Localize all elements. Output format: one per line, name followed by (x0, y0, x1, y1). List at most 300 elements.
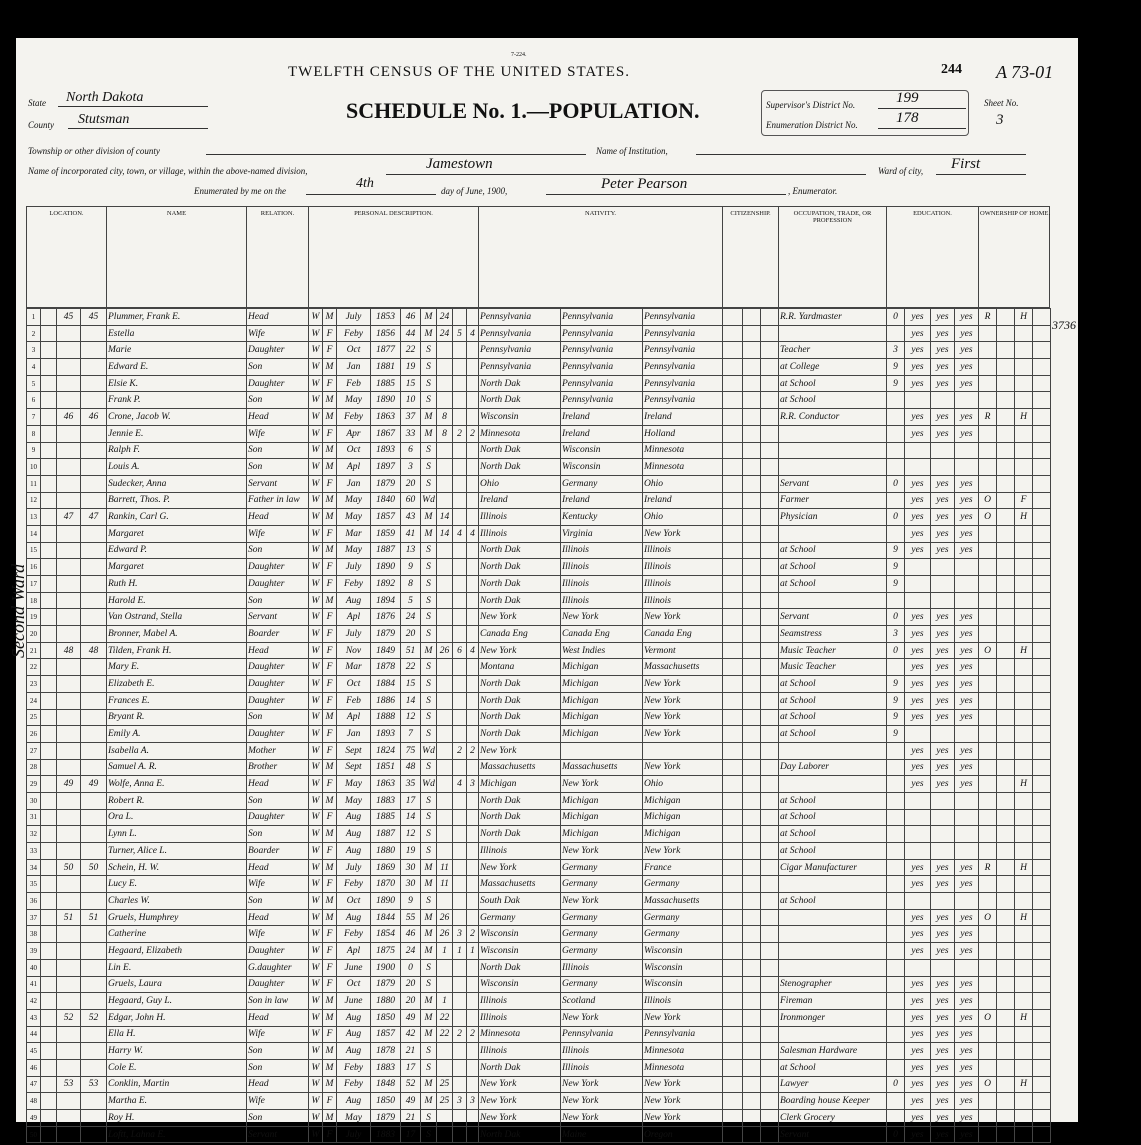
cell-ch (453, 659, 467, 676)
cell-yrs (437, 492, 453, 509)
cell-empty (997, 309, 1015, 326)
cell-empty (997, 676, 1015, 693)
cell-empty (997, 409, 1015, 426)
cell-empty (997, 843, 1015, 860)
cell-mon: Mar (337, 525, 371, 542)
cell-ch2 (467, 1076, 479, 1093)
cell-rel: Son (247, 1043, 309, 1060)
cell-n: 33 (27, 843, 41, 860)
cell-sex: F (323, 692, 337, 709)
cell-dw (57, 676, 81, 693)
cell-mon: Jan (337, 475, 371, 492)
table-row (27, 542, 1051, 559)
cell-fh (1015, 325, 1033, 342)
cell-w (931, 392, 955, 409)
cell-r: yes (905, 976, 931, 993)
cell-occ: at School (779, 542, 887, 559)
cell-edu (887, 1059, 905, 1076)
cell-dw: 53 (57, 1076, 81, 1093)
header-education: EDUCATION. (887, 207, 979, 307)
cell-mar: S (421, 375, 437, 392)
cell-empty (41, 475, 57, 492)
cell-n: 12 (27, 492, 41, 509)
cell-fam (81, 876, 107, 893)
cell-fam (81, 459, 107, 476)
cell-empty (723, 1126, 743, 1143)
cell-col: W (309, 1043, 323, 1060)
cell-empty (743, 1093, 761, 1110)
cell-e: yes (955, 1009, 979, 1026)
cell-yrs (437, 659, 453, 676)
cell-r: yes (905, 943, 931, 960)
cell-col: W (309, 359, 323, 376)
cell-empty (41, 425, 57, 442)
cell-yr: 1890 (371, 559, 401, 576)
cell-dw (57, 1043, 81, 1060)
cell-r: yes (905, 1076, 931, 1093)
cell-e: yes (955, 876, 979, 893)
cell-rel: Son (247, 442, 309, 459)
cell-yrs (437, 826, 453, 843)
cell-bpf: Pennsylvania (561, 342, 643, 359)
cell-dw (57, 425, 81, 442)
cell-fam (81, 759, 107, 776)
cell-bpm: Pennsylvania (643, 392, 723, 409)
cell-col: W (309, 659, 323, 676)
cell-ch: 6 (453, 642, 467, 659)
cell-empty (41, 576, 57, 593)
cell-sex: F (323, 525, 337, 542)
cell-e: yes (955, 1026, 979, 1043)
cell-ch (453, 375, 467, 392)
cell-edu (887, 843, 905, 860)
cell-w: yes (931, 492, 955, 509)
cell-name: Wolfe, Anna E. (107, 776, 247, 793)
cell-bpm: Wisconsin (643, 943, 723, 960)
cell-w: yes (931, 859, 955, 876)
cell-edu (887, 859, 905, 876)
cell-mar: Wd (421, 742, 437, 759)
cell-empty (723, 1026, 743, 1043)
cell-bpm: Massachusetts (643, 659, 723, 676)
cell-own (979, 1110, 997, 1127)
cell-occ: Servant (779, 1126, 887, 1143)
cell-bpf: New York (561, 609, 643, 626)
cell-own (979, 626, 997, 643)
cell-yrs (437, 776, 453, 793)
cell-rel: Daughter (247, 676, 309, 693)
cell-mar: M (421, 309, 437, 326)
cell-dw (57, 959, 81, 976)
cell-dw (57, 626, 81, 643)
cell-empty (761, 409, 779, 426)
cell-edu (887, 976, 905, 993)
cell-empty (761, 442, 779, 459)
cell-own (979, 993, 997, 1010)
cell-w: yes (931, 1009, 955, 1026)
cell-empty (761, 1009, 779, 1026)
cell-r (905, 592, 931, 609)
cell-empty (1033, 826, 1051, 843)
cell-empty (723, 676, 743, 693)
cell-sex: M (323, 1076, 337, 1093)
cell-yr: 1879 (371, 1110, 401, 1127)
cell-empty (997, 626, 1015, 643)
cell-e (955, 459, 979, 476)
cell-e (955, 792, 979, 809)
cell-yr: 1893 (371, 442, 401, 459)
cell-empty (743, 642, 761, 659)
cell-empty (41, 509, 57, 526)
cell-sex: M (323, 392, 337, 409)
cell-mar: S (421, 459, 437, 476)
cell-yr: 1878 (371, 659, 401, 676)
table-row (27, 409, 1051, 426)
cell-yrs (437, 375, 453, 392)
cell-n: 21 (27, 642, 41, 659)
cell-bp: Pennsylvania (479, 359, 561, 376)
state-value: North Dakota (66, 90, 144, 105)
cell-empty (761, 392, 779, 409)
cell-dw (57, 1126, 81, 1143)
cell-ch (453, 843, 467, 860)
cell-dw (57, 709, 81, 726)
cell-ch2 (467, 626, 479, 643)
cell-edu (887, 926, 905, 943)
cell-rel: Head (247, 909, 309, 926)
cell-mar: M (421, 525, 437, 542)
cell-yrs (437, 459, 453, 476)
cell-occ (779, 425, 887, 442)
cell-empty (997, 659, 1015, 676)
cell-age: 30 (401, 876, 421, 893)
cell-mon: May (337, 492, 371, 509)
cell-fh: H (1015, 1009, 1033, 1026)
cell-fh (1015, 792, 1033, 809)
cell-w: yes (931, 325, 955, 342)
cell-ch (453, 442, 467, 459)
cell-empty (743, 325, 761, 342)
cell-name: Tilden, Frank H. (107, 642, 247, 659)
cell-sex: F (323, 475, 337, 492)
table-row (27, 1126, 1051, 1143)
cell-edu: 9 (887, 709, 905, 726)
cell-fh (1015, 475, 1033, 492)
cell-ch2 (467, 609, 479, 626)
cell-yrs (437, 692, 453, 709)
cell-name: Turner, Alice L. (107, 843, 247, 860)
cell-empty (743, 909, 761, 926)
cell-sex: M (323, 792, 337, 809)
cell-n: 26 (27, 726, 41, 743)
cell-r: yes (905, 1043, 931, 1060)
cell-occ (779, 776, 887, 793)
cell-yrs (437, 709, 453, 726)
cell-empty (997, 976, 1015, 993)
cell-dw (57, 375, 81, 392)
cell-yrs: 14 (437, 525, 453, 542)
cell-mar: M (421, 325, 437, 342)
cell-name: Ruth H. (107, 576, 247, 593)
cell-edu (887, 442, 905, 459)
cell-n: 19 (27, 609, 41, 626)
cell-fam (81, 993, 107, 1010)
population-table (26, 308, 1051, 1143)
cell-fam (81, 542, 107, 559)
cell-mon: Jan (337, 359, 371, 376)
cell-sex: M (323, 542, 337, 559)
cell-bpm: New York (643, 692, 723, 709)
cell-bp: Germany (479, 909, 561, 926)
cell-empty (997, 692, 1015, 709)
cell-col: W (309, 692, 323, 709)
cell-bp: Illinois (479, 525, 561, 542)
cell-ch2: 3 (467, 776, 479, 793)
cell-col: W (309, 859, 323, 876)
cell-w (931, 559, 955, 576)
cell-fh: H (1015, 909, 1033, 926)
cell-own (979, 926, 997, 943)
cell-rel: Son (247, 826, 309, 843)
cell-bp: Illinois (479, 509, 561, 526)
cell-fh: H (1015, 409, 1033, 426)
cell-fh (1015, 359, 1033, 376)
cell-sex: F (323, 926, 337, 943)
cell-edu (887, 759, 905, 776)
cell-age: 19 (401, 359, 421, 376)
cell-col: W (309, 542, 323, 559)
cell-ch (453, 893, 467, 910)
cell-mon: Feby (337, 1059, 371, 1076)
cell-age: 20 (401, 993, 421, 1010)
cell-r (905, 459, 931, 476)
cell-yr: 1853 (371, 309, 401, 326)
cell-name: Martha E. (107, 1093, 247, 1110)
cell-n: 15 (27, 542, 41, 559)
cell-empty (997, 943, 1015, 960)
cell-edu: 9 (887, 559, 905, 576)
cell-w: yes (931, 475, 955, 492)
cell-age: 14 (401, 809, 421, 826)
cell-age: 13 (401, 542, 421, 559)
cell-age: 14 (401, 692, 421, 709)
cell-r: yes (905, 1093, 931, 1110)
supervisor-value: 199 (896, 90, 919, 106)
cell-empty (997, 325, 1015, 342)
cell-w (931, 592, 955, 609)
cell-rel: Son (247, 392, 309, 409)
cell-bpf: New York (561, 1110, 643, 1127)
cell-bp: North Dak (479, 959, 561, 976)
cell-e: yes (955, 509, 979, 526)
cell-fam (81, 1059, 107, 1076)
table-row (27, 442, 1051, 459)
cell-ch (453, 876, 467, 893)
cell-edu (887, 943, 905, 960)
cell-dw (57, 893, 81, 910)
cell-fh (1015, 809, 1033, 826)
cell-fam (81, 742, 107, 759)
cell-ch2 (467, 876, 479, 893)
cell-occ: Fireman (779, 993, 887, 1010)
cell-bpm: New York (643, 1009, 723, 1026)
cell-w: yes (931, 425, 955, 442)
cell-empty (761, 859, 779, 876)
cell-occ (779, 926, 887, 943)
table-row (27, 959, 1051, 976)
cell-empty (761, 626, 779, 643)
cell-bpf: New York (561, 843, 643, 860)
cell-mon: May (337, 392, 371, 409)
cell-w: yes (931, 776, 955, 793)
cell-empty (723, 726, 743, 743)
cell-dw (57, 492, 81, 509)
cell-mar: S (421, 692, 437, 709)
cell-fam (81, 1026, 107, 1043)
cell-ch2 (467, 342, 479, 359)
cell-empty (41, 826, 57, 843)
cell-empty (1033, 542, 1051, 559)
cell-sex: F (323, 642, 337, 659)
cell-empty (723, 1093, 743, 1110)
cell-yrs (437, 626, 453, 643)
cell-fam (81, 342, 107, 359)
cell-fh (1015, 1110, 1033, 1127)
cell-empty (723, 792, 743, 809)
cell-dw: 45 (57, 309, 81, 326)
cell-sex: M (323, 459, 337, 476)
cell-w: yes (931, 309, 955, 326)
cell-mar: M (421, 1009, 437, 1026)
cell-rel: Son (247, 359, 309, 376)
cell-edu (887, 1093, 905, 1110)
cell-age: 10 (401, 392, 421, 409)
cell-col: W (309, 592, 323, 609)
cell-col: W (309, 375, 323, 392)
cell-empty (41, 709, 57, 726)
cell-rel: Wife (247, 325, 309, 342)
cell-sex: F (323, 1026, 337, 1043)
cell-empty (1033, 843, 1051, 860)
cell-mon: June (337, 993, 371, 1010)
cell-bpm: New York (643, 676, 723, 693)
cell-name: Hegaard, Elizabeth (107, 943, 247, 960)
cell-empty (761, 325, 779, 342)
table-row (27, 592, 1051, 609)
cell-bpf: Virginia (561, 525, 643, 542)
cell-mon: Apl (337, 609, 371, 626)
table-row (27, 826, 1051, 843)
cell-rel: Head (247, 1009, 309, 1026)
cell-dw (57, 1026, 81, 1043)
cell-bp: North Dak (479, 459, 561, 476)
table-row (27, 742, 1051, 759)
cell-w: yes (931, 542, 955, 559)
cell-mon: June (337, 959, 371, 976)
cell-bpm: New York (643, 609, 723, 626)
cell-age: 22 (401, 659, 421, 676)
cell-yr: 1880 (371, 843, 401, 860)
cell-empty (41, 809, 57, 826)
cell-name: Gruels, Laura (107, 976, 247, 993)
cell-empty (743, 943, 761, 960)
cell-yr: 1892 (371, 576, 401, 593)
cell-age: 9 (401, 559, 421, 576)
cell-yrs: 11 (437, 859, 453, 876)
cell-own (979, 559, 997, 576)
cell-rel: Daughter (247, 809, 309, 826)
header-location: LOCATION. (27, 207, 107, 307)
cell-e (955, 559, 979, 576)
cell-own (979, 709, 997, 726)
cell-name: Catherine (107, 926, 247, 943)
cell-dw (57, 442, 81, 459)
enumerated-prefix: Enumerated by me on the (194, 186, 286, 196)
cell-empty (723, 409, 743, 426)
cell-empty (997, 709, 1015, 726)
cell-age: 41 (401, 525, 421, 542)
cell-age: 7 (401, 726, 421, 743)
cell-own (979, 976, 997, 993)
cell-fh (1015, 626, 1033, 643)
cell-yr: 1844 (371, 909, 401, 926)
cell-mon: Oct (337, 893, 371, 910)
cell-empty (997, 509, 1015, 526)
cell-yr: 1894 (371, 592, 401, 609)
cell-e (955, 809, 979, 826)
cell-fam (81, 492, 107, 509)
cell-mar: S (421, 959, 437, 976)
cell-own (979, 959, 997, 976)
cell-empty (997, 425, 1015, 442)
cell-mar: M (421, 1026, 437, 1043)
cell-r: yes (905, 425, 931, 442)
census-title: TWELFTH CENSUS OF THE UNITED STATES. (288, 64, 631, 80)
cell-empty (743, 475, 761, 492)
table-row (27, 309, 1051, 326)
cell-rel: Boarder (247, 626, 309, 643)
cell-col: W (309, 742, 323, 759)
cell-r (905, 809, 931, 826)
cell-empty (41, 492, 57, 509)
table-row (27, 576, 1051, 593)
cell-bp: Wisconsin (479, 976, 561, 993)
cell-yr: 1877 (371, 342, 401, 359)
cell-r: yes (905, 692, 931, 709)
cell-col: W (309, 909, 323, 926)
cell-yr: 1867 (371, 425, 401, 442)
table-row (27, 893, 1051, 910)
cell-yrs (437, 1059, 453, 1076)
cell-n: 29 (27, 776, 41, 793)
cell-edu (887, 592, 905, 609)
cell-empty (761, 792, 779, 809)
cell-own (979, 742, 997, 759)
cell-mon: Jan (337, 726, 371, 743)
cell-ch2 (467, 993, 479, 1010)
table-row (27, 876, 1051, 893)
cell-empty (761, 375, 779, 392)
header-occupation: OCCUPATION, TRADE, OR PROFESSION (779, 207, 887, 307)
cell-n: 8 (27, 425, 41, 442)
cell-empty (997, 792, 1015, 809)
schedule-title: SCHEDULE No. 1.—POPULATION. (346, 98, 700, 123)
cell-occ (779, 525, 887, 542)
cell-r: yes (905, 492, 931, 509)
cell-bpf: Germany (561, 943, 643, 960)
cell-name: Harold E. (107, 592, 247, 609)
cell-occ (779, 742, 887, 759)
